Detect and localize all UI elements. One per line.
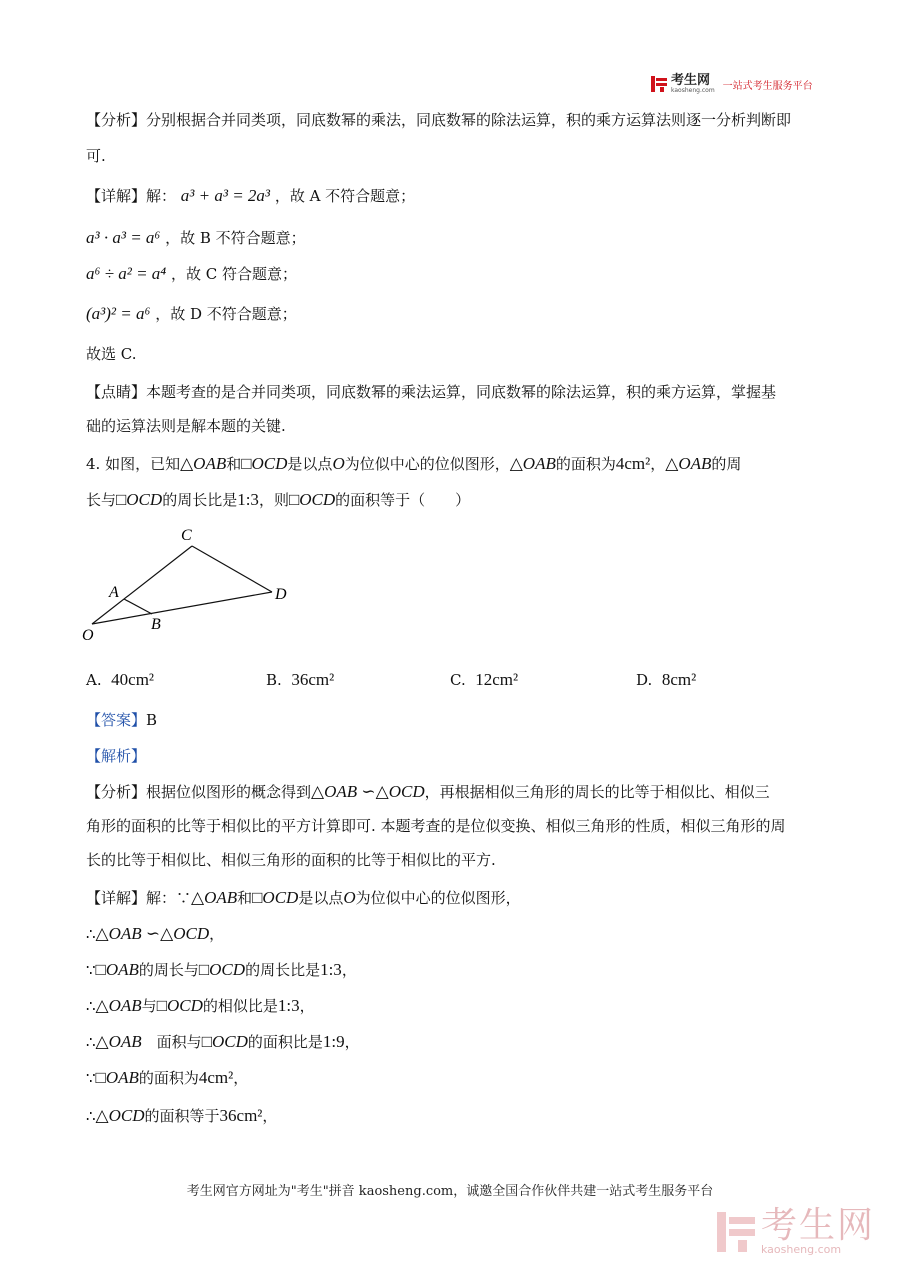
geometry-figure	[80, 520, 300, 650]
therefore-symbol: ∴	[86, 1033, 96, 1051]
triangle-ocd: □OCD	[252, 888, 299, 907]
detail-step3	[86, 960, 357, 980]
because-symbol: ∵	[86, 961, 96, 979]
detail-text: 【详解】解：∵	[86, 889, 192, 907]
similar-statement: △OAB ∽△OCD	[95, 924, 210, 943]
detail-text: 的面积为	[138, 1069, 199, 1087]
detail-text: 的周长比是	[245, 961, 321, 979]
prev-comment-line2: 础的运算法则是解本题的关键.	[86, 417, 286, 435]
analysis-line3: 长的比等于相似比、相似三角形的面积的比等于相似比的平方.	[86, 851, 496, 869]
analysis-text: ，再根据相似三角形的周长的比等于相似比、相似三	[424, 783, 770, 801]
point-o: O	[343, 888, 356, 907]
triangle-oab: △OAB	[95, 996, 142, 1015]
detail-step2	[86, 924, 224, 944]
triangle-ocd: △OCD	[95, 1106, 145, 1125]
option-value: 40cm²	[111, 670, 155, 689]
triangle-oab: △OAB	[95, 1032, 142, 1051]
question-text: 和	[226, 455, 242, 473]
question-number: 4.	[86, 455, 101, 473]
watermark	[717, 1205, 876, 1256]
triangle-ocd: □OCD	[156, 996, 203, 1015]
triangle-oab: △OAB	[665, 454, 712, 473]
triangle-oab: □OAB	[95, 960, 139, 979]
question-line1	[86, 454, 741, 474]
area-value: 4cm²	[615, 454, 651, 473]
label-c: C	[181, 527, 192, 544]
option-value: 12cm²	[475, 670, 519, 689]
header-slogan: 一站式考生服务平台	[722, 80, 813, 92]
logo-domain: kaosheng.com	[671, 87, 715, 94]
detail-text: ，	[299, 997, 315, 1015]
answer-line	[86, 710, 157, 730]
triangle-ocd: □OCD	[198, 960, 246, 979]
ratio-value: 1:3	[320, 960, 342, 979]
segment-od	[92, 592, 272, 624]
prev-text-b: ，故 B 不符合题意；	[165, 229, 306, 247]
question-text: ，则	[258, 491, 289, 509]
question-text: ，	[650, 455, 666, 473]
detail-text: ，	[209, 925, 225, 943]
option-letter: A.	[86, 671, 102, 689]
similar-statement: △OAB ∽△OCD	[311, 782, 425, 801]
detail-text: ，	[262, 1107, 278, 1125]
label-a: A	[109, 584, 119, 601]
answer-value: B	[146, 711, 158, 729]
header-logo	[651, 74, 813, 94]
question-text: 的周	[711, 455, 742, 473]
prev-comment-line1: 【点睛】本题考查的是合并同类项，同底数幂的乘法运算，同底数幂的除法运算，积的乘方运算，掌握基	[86, 383, 777, 401]
detail-text: 的面积比是	[247, 1033, 323, 1051]
prev-text-a: ，故 A 不符合题意；	[274, 187, 416, 205]
triangle-ocd: □OCD	[116, 490, 163, 509]
triangle-ocd: □OCD	[201, 1032, 248, 1051]
ratio-value: 1:3	[237, 490, 259, 509]
option-d	[636, 670, 696, 690]
triangle-oab: △OAB	[509, 454, 556, 473]
segment-cd	[192, 546, 272, 592]
detail-text: ，	[233, 1069, 249, 1087]
logo-name: 考生网	[671, 73, 711, 88]
therefore-symbol: ∴	[86, 925, 96, 943]
option-value: 8cm²	[661, 670, 697, 689]
detail-text: 为位似中心的位似图形，	[355, 889, 521, 907]
option-letter: D.	[636, 671, 653, 689]
question-text: 的面积等于（ ）	[335, 491, 471, 509]
question-text: 如图，已知	[105, 455, 181, 473]
triangle-ocd: □OCD	[288, 490, 336, 509]
question-text: 的周长比是	[162, 491, 238, 509]
point-o: O	[332, 454, 345, 473]
segment-oc	[92, 546, 192, 624]
detail-text: 是以点	[298, 889, 344, 907]
question-text: 是以点	[287, 455, 333, 473]
option-letter: C.	[450, 671, 466, 689]
prev-detail-prefix: 【详解】解：	[86, 187, 177, 205]
detail-text: 的周长与	[138, 961, 199, 979]
prev-eq-d: (a³)² = a⁶	[86, 304, 151, 323]
detail-text: 与	[141, 997, 157, 1015]
prev-detail-line-d	[86, 304, 297, 324]
page-footer: 考生网官方网址为"考生"拼音 kaosheng.com，诚邀全国合作伙伴共建一站式考生服务平台	[186, 1184, 714, 1199]
triangle-ocd: □OCD	[241, 454, 288, 473]
therefore-symbol: ∴	[86, 1107, 96, 1125]
ratio-value: 1:3	[277, 996, 300, 1015]
prev-eq-c: a⁶ ÷ a² = a⁴	[86, 264, 167, 283]
segment-ab	[124, 599, 152, 614]
therefore-symbol: ∴	[86, 997, 96, 1015]
detail-step7	[86, 1106, 277, 1126]
prev-detail-line-b	[86, 228, 306, 248]
question-text: 的面积为	[555, 455, 616, 473]
analysis-line1	[86, 782, 770, 802]
question-line2	[86, 490, 470, 510]
triangle-oab: △OAB	[191, 888, 238, 907]
detail-text: 的面积等于	[144, 1107, 220, 1125]
triangle-oab: △OAB	[180, 454, 227, 473]
explain-label: 【解析】	[86, 747, 147, 765]
detail-step4	[86, 996, 315, 1016]
label-b: B	[151, 616, 161, 633]
analysis-line2: 角形的面积的比等于相似比的平方计算即可. 本题考查的是位似变换、相似三角形的性质，相似三角形的周	[86, 817, 786, 835]
triangle-oab: □OAB	[95, 1068, 139, 1087]
because-symbol: ∵	[86, 1069, 96, 1087]
detail-text: 面积与	[141, 1033, 202, 1051]
label-d: D	[275, 586, 287, 603]
detail-text: 和	[237, 889, 253, 907]
question-text: 为位似中心的位似图形，	[344, 455, 510, 473]
prev-detail-line-a	[86, 186, 415, 206]
watermark-name: 考生网	[761, 1205, 876, 1246]
detail-step5	[86, 1032, 360, 1052]
option-letter: B.	[266, 671, 282, 689]
prev-detail-line-c	[86, 264, 297, 284]
label-o: O	[82, 627, 94, 644]
answer-label: 【答案】	[86, 711, 147, 729]
ratio-value: 1:9	[322, 1032, 345, 1051]
area-value: 36cm²	[219, 1106, 263, 1125]
prev-eq-b: a³ · a³ = a⁶	[86, 228, 161, 247]
prev-analysis-line2: 可.	[86, 147, 106, 165]
prev-eq-a: a³ + a³ = 2a³	[180, 186, 271, 205]
detail-step1	[86, 888, 521, 908]
prev-choose: 故选 C.	[86, 345, 137, 363]
area-value: 4cm²	[198, 1068, 234, 1087]
option-c	[450, 670, 518, 690]
option-b	[266, 670, 334, 690]
prev-analysis-line1: 【分析】分别根据合并同类项，同底数幂的乘法，同底数幂的除法运算，积的乘方运算法则逐一分析判断即	[86, 111, 792, 129]
detail-step6	[86, 1068, 248, 1088]
detail-text: 的相似比是	[202, 997, 278, 1015]
detail-text: ，	[344, 1033, 360, 1051]
analysis-text: 【分析】根据位似图形的概念得到	[86, 783, 312, 801]
prev-text-d: ，故 D 不符合题意；	[155, 305, 297, 323]
kaosheng-watermark-icon	[717, 1212, 755, 1252]
option-a	[86, 670, 154, 690]
prev-text-c: ，故 C 符合题意；	[171, 265, 298, 283]
detail-text: ，	[341, 961, 357, 979]
question-text: 长与	[86, 491, 117, 509]
option-value: 36cm²	[291, 670, 335, 689]
kaosheng-logo-icon	[651, 76, 667, 92]
watermark-domain: kaosheng.com	[761, 1243, 842, 1256]
